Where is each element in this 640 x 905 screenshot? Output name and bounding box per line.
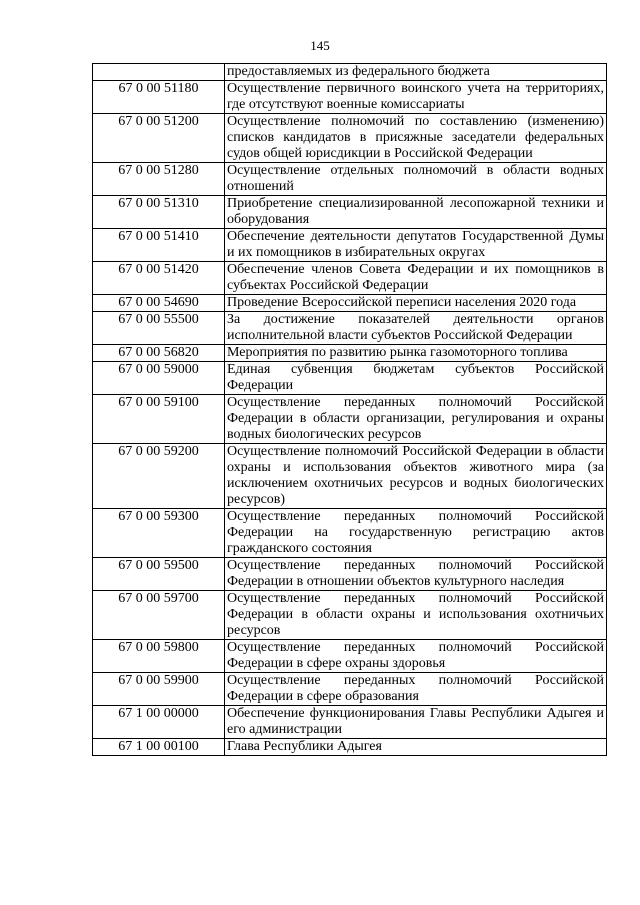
row-description: Обеспечение деятельности депутатов Государственной Думы и их помощников в избирательных округах xyxy=(225,229,607,262)
row-description: Осуществление переданных полномочий Российской Федерации в сфере образования xyxy=(225,673,607,706)
row-code: 67 0 00 51420 xyxy=(93,262,225,295)
row-description: Единая субвенция бюджетам субъектов Российской Федерации xyxy=(225,362,607,395)
row-description: За достижение показателей деятельности органов исполнительной власти субъектов Российской Федерации xyxy=(225,312,607,345)
table-row xyxy=(93,706,607,739)
row-description: Осуществление отдельных полномочий в области водных отношений xyxy=(225,163,607,196)
row-code: 67 1 00 00000 xyxy=(93,706,225,739)
row-code: 67 0 00 59700 xyxy=(93,591,225,640)
row-code: 67 0 00 59300 xyxy=(93,509,225,558)
row-code: 67 0 00 59000 xyxy=(93,362,225,395)
row-code xyxy=(93,64,225,81)
table-body xyxy=(93,64,607,756)
table-row xyxy=(93,509,607,558)
table-row xyxy=(93,395,607,444)
row-code: 67 0 00 51310 xyxy=(93,196,225,229)
row-description: Проведение Всероссийской переписи населения 2020 года xyxy=(225,295,607,312)
table-row xyxy=(93,163,607,196)
row-code: 67 0 00 51280 xyxy=(93,163,225,196)
row-code: 67 0 00 59100 xyxy=(93,395,225,444)
page-number: 145 xyxy=(310,38,330,53)
table-row xyxy=(93,114,607,163)
table-row xyxy=(93,591,607,640)
row-description: Мероприятия по развитию рынка газомоторного топлива xyxy=(225,345,607,362)
row-description: предоставляемых из федерального бюджета xyxy=(225,64,607,81)
row-description: Осуществление переданных полномочий Российской Федерации в области организации, регулирования и охраны водных биологических ресурсов xyxy=(225,395,607,444)
table-row xyxy=(93,558,607,591)
budget-codes-table xyxy=(92,63,607,756)
row-description: Обеспечение членов Совета Федерации и их помощников в субъектах Российской Федерации xyxy=(225,262,607,295)
row-description: Осуществление переданных полномочий Российской Федерации на государственную регистрацию актов гражданского состояния xyxy=(225,509,607,558)
row-code: 67 0 00 51410 xyxy=(93,229,225,262)
table-row xyxy=(93,229,607,262)
table-row xyxy=(93,196,607,229)
table-row xyxy=(93,444,607,509)
row-code: 67 0 00 51180 xyxy=(93,81,225,114)
row-description: Осуществление переданных полномочий Российской Федерации в отношении объектов культурного наследия xyxy=(225,558,607,591)
row-code: 67 1 00 00100 xyxy=(93,739,225,756)
row-description: Осуществление первичного воинского учета на территориях, где отсутствуют военные комиссариаты xyxy=(225,81,607,114)
row-description: Осуществление полномочий по составлению (изменению) списков кандидатов в присяжные заседатели федеральных судов общей юрисдикции в Российской Федерации xyxy=(225,114,607,163)
row-code: 67 0 00 59500 xyxy=(93,558,225,591)
table-row xyxy=(93,64,607,81)
table-row xyxy=(93,640,607,673)
table-row xyxy=(93,362,607,395)
row-description: Осуществление переданных полномочий Российской Федерации в сфере охраны здоровья xyxy=(225,640,607,673)
row-code: 67 0 00 59900 xyxy=(93,673,225,706)
table-row xyxy=(93,312,607,345)
table-row xyxy=(93,739,607,756)
row-description: Обеспечение функционирования Главы Республики Адыгея и его администрации xyxy=(225,706,607,739)
row-code: 67 0 00 55500 xyxy=(93,312,225,345)
row-description: Осуществление полномочий Российской Федерации в области охраны и использования объектов животного мира (за исключением охотничьих ресурсов и водных биологических ресурсов) xyxy=(225,444,607,509)
table-row xyxy=(93,262,607,295)
table-row xyxy=(93,345,607,362)
row-code: 67 0 00 59200 xyxy=(93,444,225,509)
row-code: 67 0 00 59800 xyxy=(93,640,225,673)
table-row xyxy=(93,81,607,114)
table-row xyxy=(93,673,607,706)
row-code: 67 0 00 51200 xyxy=(93,114,225,163)
row-code: 67 0 00 54690 xyxy=(93,295,225,312)
row-description: Приобретение специализированной лесопожарной техники и оборудования xyxy=(225,196,607,229)
row-code: 67 0 00 56820 xyxy=(93,345,225,362)
row-description: Осуществление переданных полномочий Российской Федерации в области охраны и использования охотничьих ресурсов xyxy=(225,591,607,640)
table-row xyxy=(93,295,607,312)
row-description: Глава Республики Адыгея xyxy=(225,739,607,756)
